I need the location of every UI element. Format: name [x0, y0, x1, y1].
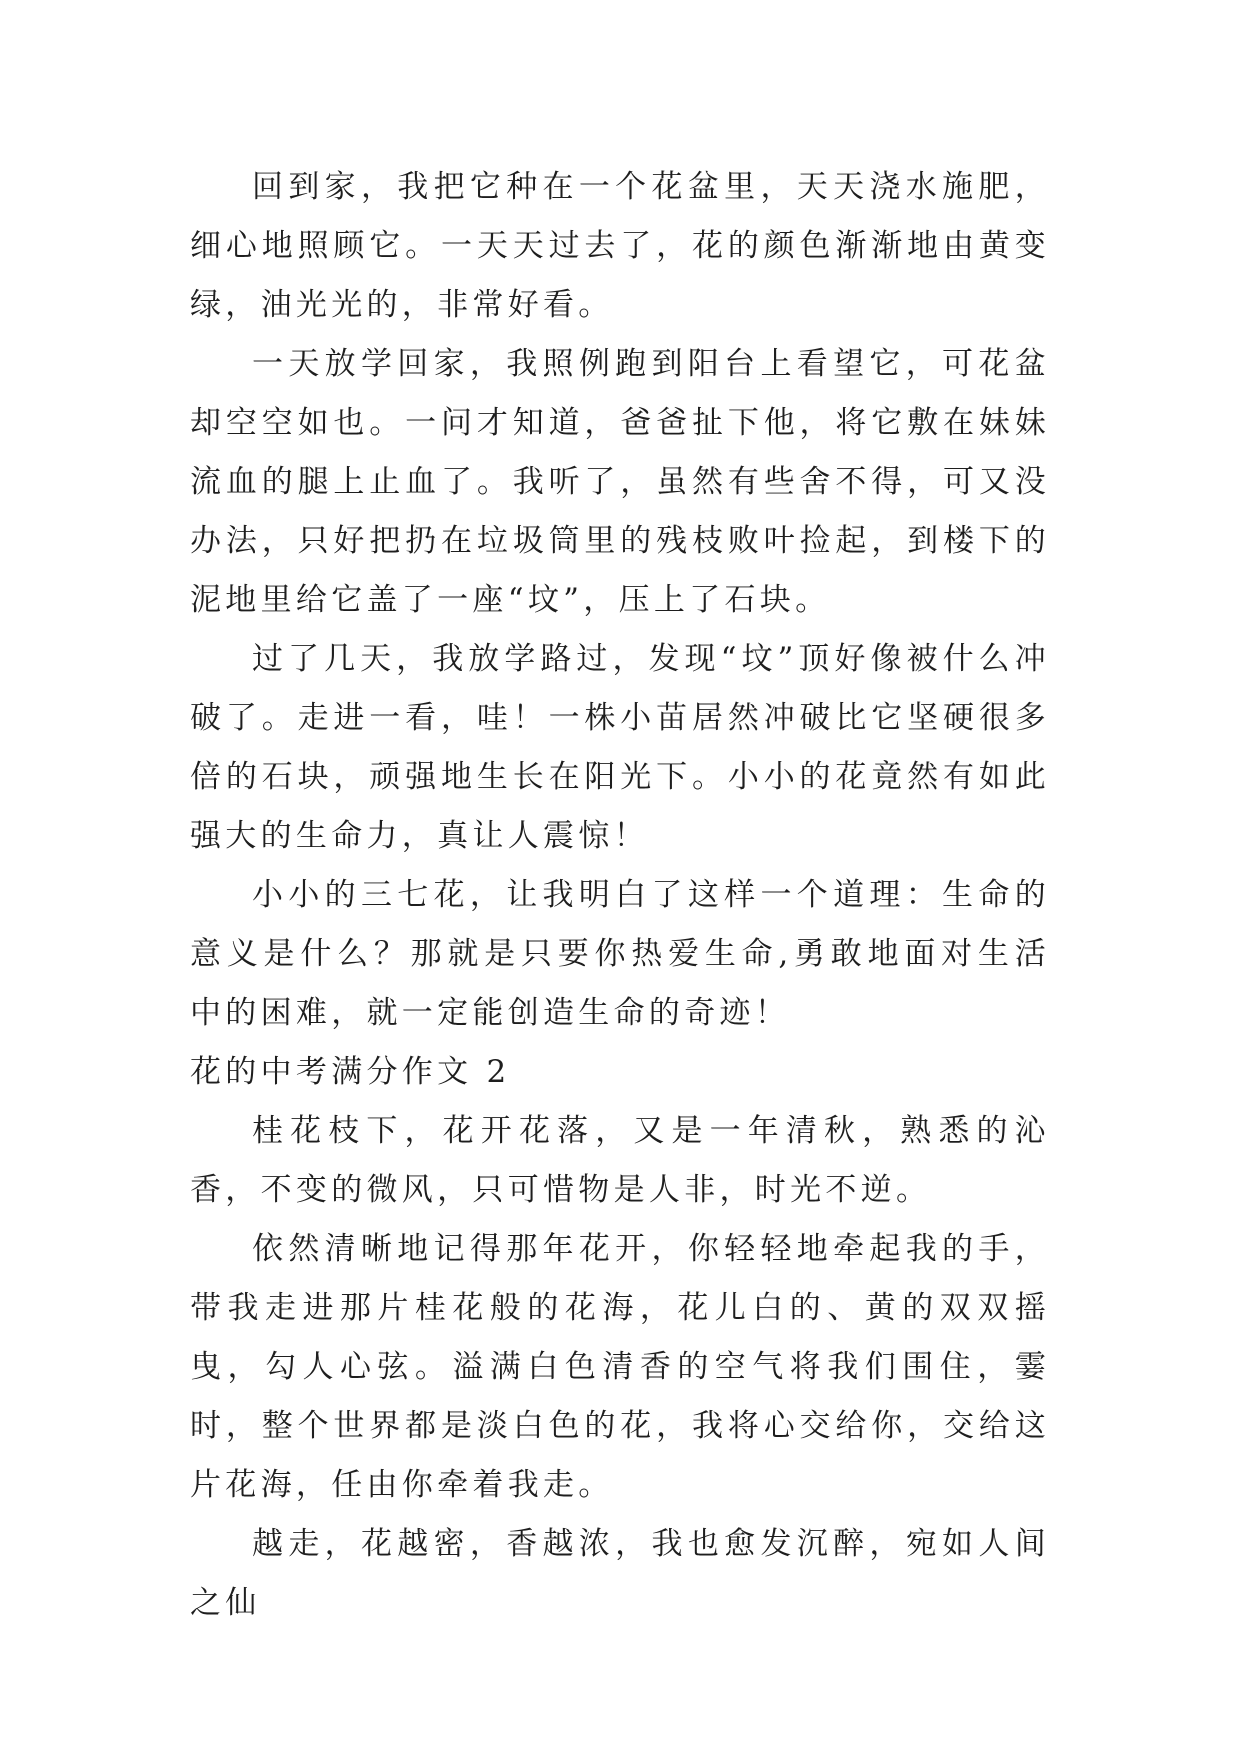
paragraph: 越走，花越密，香越浓，我也愈发沉醉，宛如人间之仙	[190, 1526, 1050, 1621]
paragraph: 过了几天，我放学路过，发现“坟”顶好像被什么冲破了。走进一看，哇！一株小苗居然冲破比它坚硬很多倍的石块，顽强地生长在阳光下。小小的花竟然有如此强大的生命力，真让人震惊！	[190, 641, 1050, 854]
essay-body	[190, 158, 1050, 1633]
paragraph: 依然清晰地记得那年花开，你轻轻地牵起我的手，带我走进那片桂花般的花海，花儿白的、黄的双双摇曳，勾人心弦。溢满白色清香的空气将我们围住，霎时，整个世界都是淡白色的花，我将心交给你，交给这片花海，任由你牵着我走。	[190, 1231, 1050, 1503]
paragraph: 桂花枝下，花开花落，又是一年清秋，熟悉的沁香，不变的微风，只可惜物是人非，时光不逆。	[190, 1113, 1050, 1208]
paragraph: 一天放学回家，我照例跑到阳台上看望它，可花盆却空空如也。一问才知道，爸爸扯下他，将它敷在妹妹流血的腿上止血了。我听了，虽然有些舍不得，可又没办法，只好把扔在垃圾筒里的残枝败叶捡起，到楼下的泥地里给它盖了一座“坟”，压上了石块。	[190, 346, 1050, 618]
section-title: 花的中考满分作文 2	[190, 1054, 511, 1090]
paragraph: 回到家，我把它种在一个花盆里，天天浇水施肥，细心地照顾它。一天天过去了，花的颜色渐渐地由黄变绿，油光光的，非常好看。	[190, 169, 1050, 323]
paragraph: 小小的三七花，让我明白了这样一个道理：生命的意义是什么？那就是只要你热爱生命,勇敢地面对生活中的困难，就一定能创造生命的奇迹！	[190, 877, 1050, 1031]
